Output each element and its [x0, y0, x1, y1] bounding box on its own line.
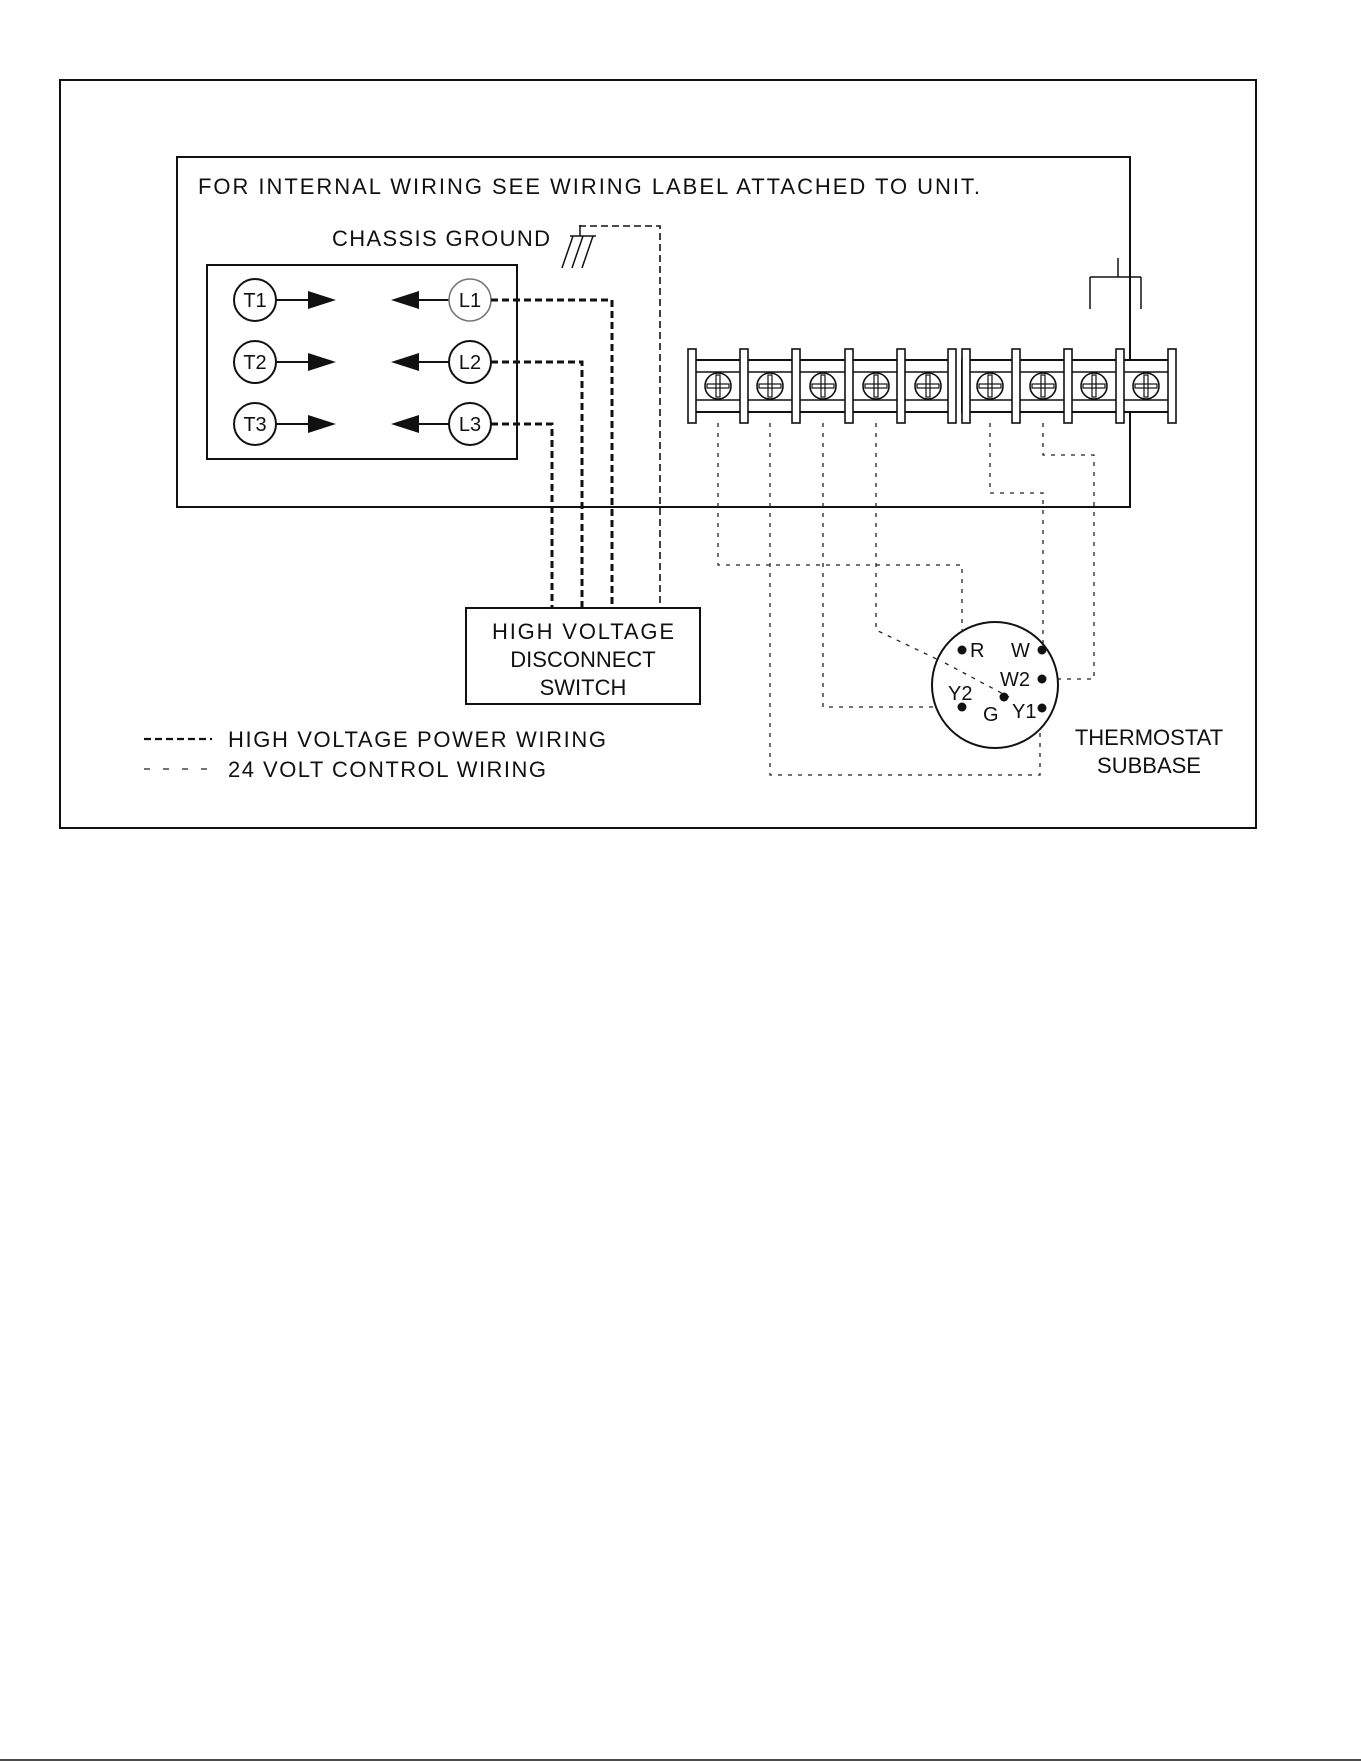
screw-icon	[705, 373, 731, 399]
terminal-t3-label: T3	[243, 414, 267, 436]
arrow-left-icon	[391, 291, 419, 309]
thermostat-subbase	[932, 622, 1058, 748]
thermostat-title-line-1: THERMOSTAT	[1074, 725, 1224, 750]
legend-lv-label: 24 VOLT CONTROL WIRING	[228, 757, 546, 782]
terminal-r-label: R	[970, 640, 985, 662]
terminal-y1-label: Y1	[1012, 701, 1037, 723]
contactor-row-2	[234, 341, 491, 383]
lv-wire-1	[718, 423, 962, 630]
bracket-icon	[1090, 258, 1141, 309]
terminal-dot-y1	[1038, 704, 1047, 713]
terminal-w-label: W	[1011, 640, 1030, 662]
terminal-t2-label: T2	[243, 352, 267, 374]
chassis-ground-label: CHASSIS GROUND	[332, 226, 550, 251]
terminal-barrier	[792, 349, 800, 423]
terminal-barrier	[962, 349, 970, 423]
terminal-barrier	[948, 349, 956, 423]
screw-icon	[1030, 373, 1056, 399]
thermostat-title-line-2: SUBBASE	[1097, 753, 1201, 778]
hv-wire-l2	[491, 362, 582, 608]
disconnect-switch-line-1: HIGH VOLTAGE	[492, 619, 674, 644]
hv-wire-l3	[491, 424, 552, 608]
terminal-g-label: G	[983, 704, 999, 726]
contactor-row-1	[234, 279, 491, 321]
legend-hv-label: HIGH VOLTAGE POWER WIRING	[228, 727, 606, 752]
arrow-right-icon	[308, 291, 336, 309]
ground-icon	[562, 225, 596, 268]
arrow-left-icon	[391, 415, 419, 433]
terminal-t1-label: T1	[243, 290, 267, 312]
screw-icon	[863, 373, 889, 399]
internal-wiring-note: FOR INTERNAL WIRING SEE WIRING LABEL ATTACHED TO UNIT.	[198, 174, 980, 199]
screw-icon	[757, 373, 783, 399]
lv-wire-6	[1043, 423, 1094, 679]
terminal-barrier	[1064, 349, 1072, 423]
contactor-row-3	[234, 403, 491, 445]
screw-icon	[977, 373, 1003, 399]
terminal-l2-label: L2	[458, 352, 482, 374]
terminal-w2-label: W2	[1000, 669, 1030, 691]
arrow-left-icon	[391, 353, 419, 371]
terminal-l3-label: L3	[458, 414, 482, 436]
terminal-barrier	[1168, 349, 1176, 423]
terminal-barrier	[897, 349, 905, 423]
ground-wire	[580, 225, 660, 608]
terminal-l1-label: L1	[458, 290, 482, 312]
disconnect-switch-line-2: DISCONNECT	[510, 647, 656, 672]
screw-icon	[915, 373, 941, 399]
terminal-barrier	[1116, 349, 1124, 423]
terminal-dot-w	[1038, 646, 1047, 655]
terminal-strip	[688, 349, 1176, 423]
terminal-dot-r	[958, 646, 967, 655]
arrow-right-icon	[308, 415, 336, 433]
disconnect-switch-line-3: SWITCH	[539, 675, 627, 700]
terminal-dot-w2	[1038, 675, 1047, 684]
arrow-right-icon	[308, 353, 336, 371]
terminal-dot-g	[1000, 693, 1009, 702]
terminal-y2-label: Y2	[948, 683, 973, 705]
lv-wire-5	[990, 423, 1043, 648]
terminal-barrier	[845, 349, 853, 423]
screw-icon	[1081, 373, 1107, 399]
screw-icon	[1133, 373, 1159, 399]
screw-icon	[810, 373, 836, 399]
terminal-barrier	[740, 349, 748, 423]
terminal-barrier	[688, 349, 696, 423]
terminal-barrier	[1012, 349, 1020, 423]
unit-panel	[177, 157, 1130, 507]
